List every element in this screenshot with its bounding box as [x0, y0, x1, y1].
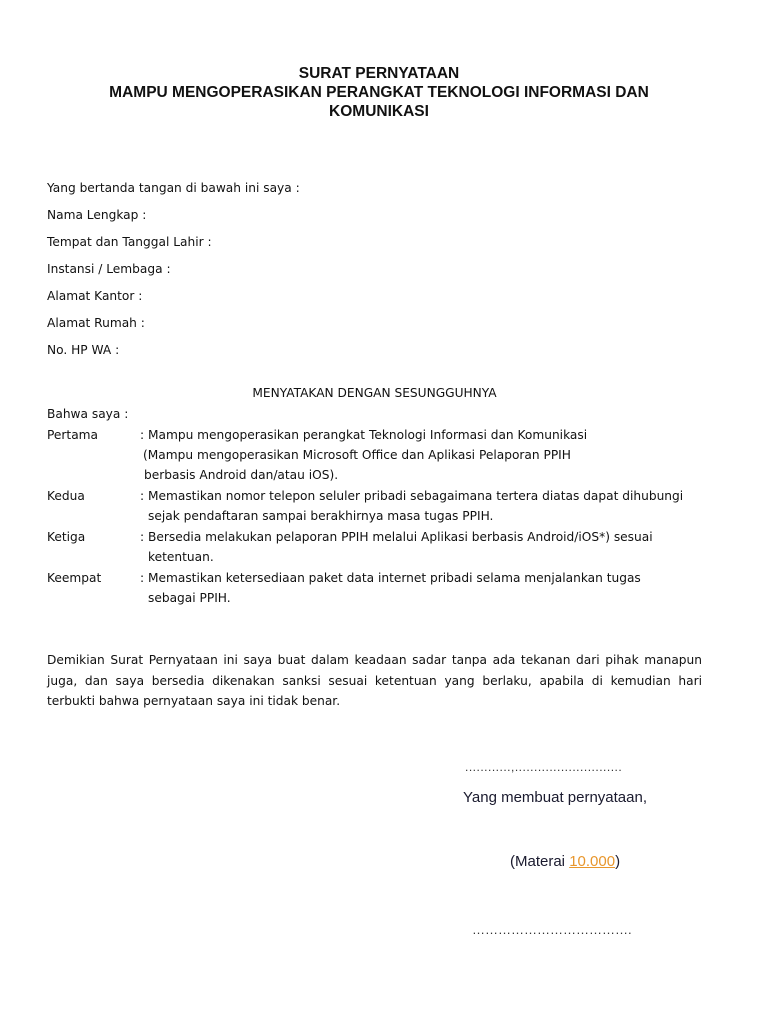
- item-label: Kedua: [47, 489, 85, 503]
- item-text: ketentuan.: [148, 550, 214, 564]
- title-line-1: SURAT PERNYATAAN: [298, 65, 460, 82]
- title-line-3: KOMUNIKASI: [329, 103, 429, 120]
- place-date-line: ............,............................: [465, 760, 623, 774]
- field-alamat-rumah: Alamat Rumah :: [47, 316, 145, 330]
- intro-text: Yang bertanda tangan di bawah ini saya :: [47, 181, 300, 195]
- item-text: berbasis Android dan/atau iOS).: [144, 468, 339, 482]
- maker-label: Yang membuat pernyataan,: [463, 789, 648, 806]
- materai-amount: 10.000: [569, 853, 616, 870]
- item-text: : Mampu mengoperasikan perangkat Teknologi Informasi dan Komunikasi: [140, 428, 588, 442]
- item-text: : Memastikan ketersediaan paket data internet pribadi selama menjalankan tugas: [140, 571, 641, 585]
- document-title: [40, 64, 718, 121]
- field-no-hp-wa: No. HP WA :: [47, 343, 120, 357]
- item-text: (Mampu mengoperasikan Microsoft Office dan Aplikasi Pelaporan PPIH: [143, 448, 571, 462]
- materai-label: [510, 853, 620, 870]
- field-instansi: Instansi / Lembaga :: [47, 262, 171, 276]
- field-tempat-tanggal-lahir: Tempat dan Tanggal Lahir :: [47, 235, 212, 249]
- materai-suffix: ): [615, 853, 621, 870]
- item-text: sebagai PPIH.: [148, 591, 231, 605]
- declaration-heading: MENYATAKAN DENGAN SESUNGGUHNYA: [252, 386, 497, 400]
- materai-prefix: (Materai: [510, 853, 570, 870]
- item-label: Ketiga: [47, 530, 86, 544]
- title-line-2: MAMPU MENGOPERASIKAN PERANGKAT TEKNOLOGI INFORMASI DAN: [109, 84, 649, 101]
- item-text: sejak pendaftaran sampai berakhirnya masa tugas PPIH.: [148, 509, 494, 523]
- closing-text: Demikian Surat Pernyataan ini saya buat dalam keadaan sadar tanpa ada tekanan dari pihak manapun juga, dan saya bersedia dikenakan sanksi sesuai ketentuan yang berlaku, apabila di kemudian hari terbukti bahwa pernyataan saya ini tidak benar.: [47, 653, 702, 708]
- closing-paragraph: [47, 650, 702, 712]
- item-label: Keempat: [47, 571, 102, 585]
- bahwa-saya-text: Bahwa saya :: [47, 407, 129, 421]
- field-nama-lengkap: Nama Lengkap :: [47, 208, 147, 222]
- item-text: : Bersedia melakukan pelaporan PPIH melalui Aplikasi berbasis Android/iOS*) sesuai: [140, 530, 653, 544]
- item-label: Pertama: [47, 428, 99, 442]
- item-text: : Memastikan nomor telepon seluler pribadi sebagaimana tertera diatas dapat dihubungi: [140, 489, 684, 503]
- field-alamat-kantor: Alamat Kantor :: [47, 289, 143, 303]
- signature-name-line: ……………………………….: [472, 922, 632, 937]
